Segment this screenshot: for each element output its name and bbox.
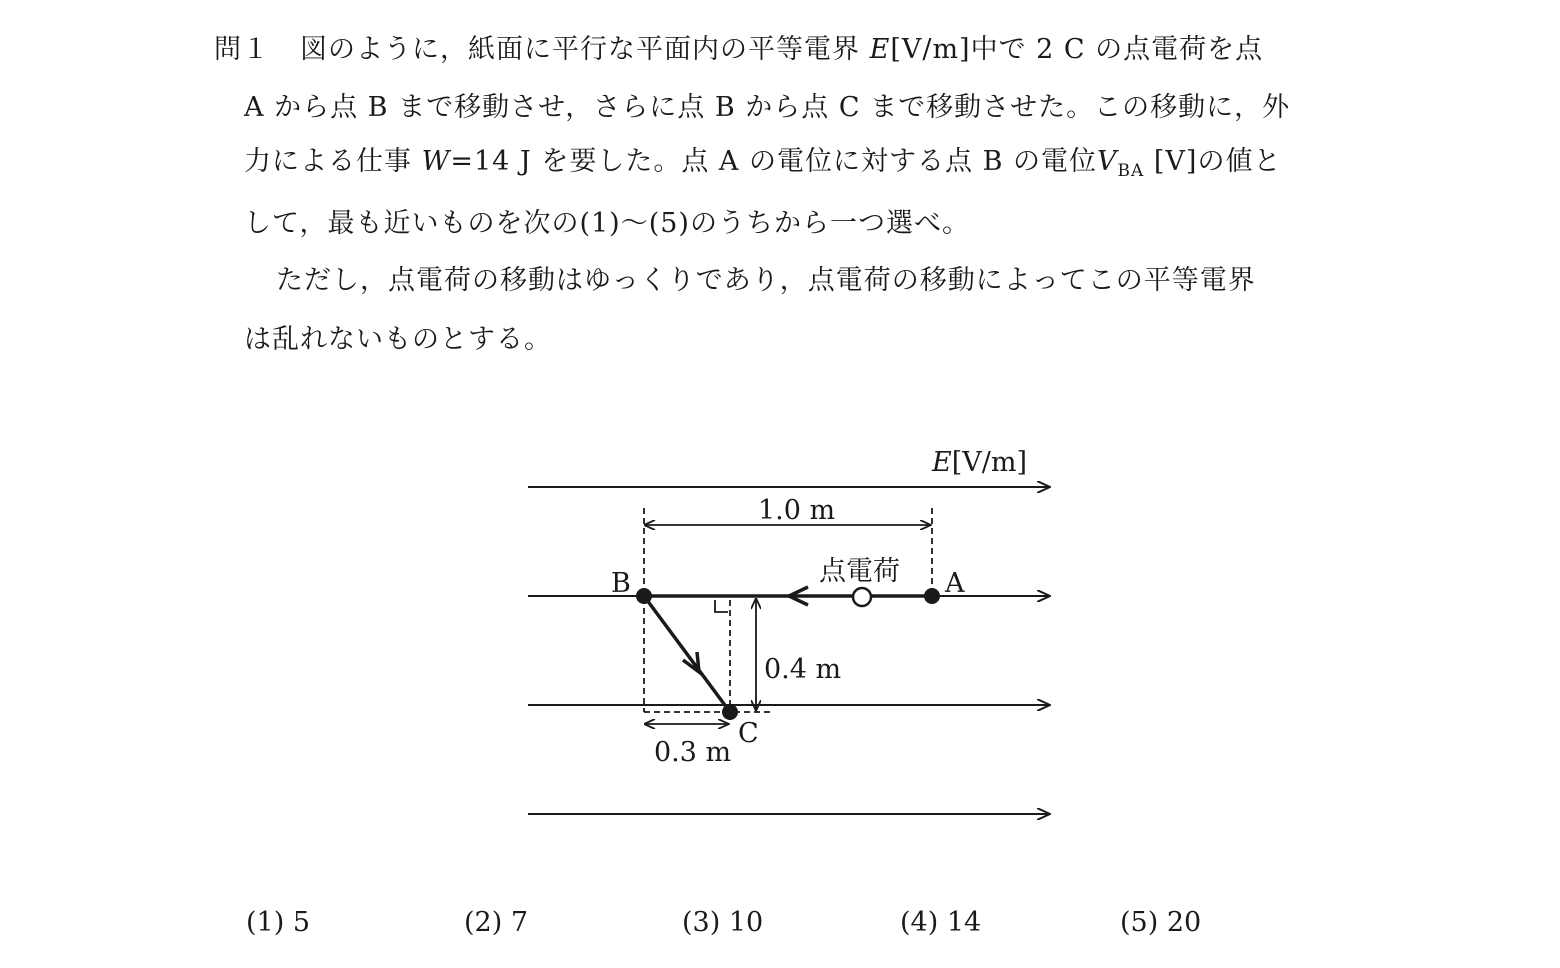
question-text-3-mid: を要した。点 A の電位に対する点 B の電位 — [541, 146, 1098, 177]
choice-4-value: 14 — [946, 907, 982, 938]
choice-2-number: (2) — [464, 907, 503, 938]
question-line-5: ただし，点電荷の移動はゆっくりであり，点電荷の移動によってこの平等電界 — [276, 265, 1256, 296]
choice-1-value: 5 — [292, 907, 311, 938]
field-label-symbol: E — [932, 447, 952, 478]
point-c — [722, 704, 738, 720]
point-charge-label: 点電荷 — [819, 556, 900, 587]
choice-3[interactable] — [682, 906, 763, 940]
question-line-4: して，最も近いものを次の(1)～(5)のうちから一つ選べ。 — [244, 208, 970, 239]
right-angle-marker — [715, 600, 728, 612]
point-a — [924, 588, 940, 604]
label-c: C — [738, 718, 759, 749]
question-number: 問１ — [214, 34, 270, 65]
choice-2[interactable] — [464, 906, 528, 940]
point-b — [636, 588, 652, 604]
question-text-1-tail: 中で 2 C の点電荷を点 — [970, 34, 1264, 65]
choice-1-number: (1) — [246, 907, 285, 938]
choice-5[interactable] — [1120, 906, 1201, 940]
choice-2-value: 7 — [510, 907, 529, 938]
question-line-2: A から点 B まで移動させ，さらに点 B から点 C まで移動させた。この移動に，外 — [244, 92, 1291, 123]
choice-3-number: (3) — [682, 907, 721, 938]
dimension-vertical-label: 0.4 m — [764, 654, 842, 685]
dimension-ab-label: 1.0 m — [758, 495, 836, 526]
work-value: =14 J — [450, 146, 532, 177]
potential-subscript: BA — [1117, 161, 1145, 181]
question-line-6: は乱れないものとする。 — [244, 324, 552, 355]
choice-4-number: (4) — [900, 907, 939, 938]
point-charge — [853, 588, 871, 606]
question-text-3-head: 力による仕事 — [244, 146, 412, 177]
choice-3-value: 10 — [728, 907, 764, 938]
choice-5-value: 20 — [1166, 907, 1202, 938]
label-a: A — [945, 568, 965, 599]
path-b-to-c — [644, 596, 730, 712]
question-text-3-tail: [V]の値と — [1153, 146, 1282, 177]
field-label — [931, 447, 1027, 478]
field-label-unit: [V/m] — [951, 447, 1027, 478]
work-symbol: W — [421, 146, 451, 177]
field-symbol: E — [869, 34, 891, 65]
field-unit: [V/m] — [890, 34, 971, 65]
question-text-1: 図のように，紙面に平行な平面内の平等電界 — [300, 34, 860, 65]
choice-1[interactable] — [246, 906, 310, 940]
choice-5-number: (5) — [1120, 907, 1159, 938]
dimension-horizontal-label: 0.3 m — [654, 737, 732, 768]
potential-symbol: V — [1097, 146, 1118, 177]
choice-4[interactable] — [900, 906, 981, 940]
label-b: B — [611, 568, 631, 599]
